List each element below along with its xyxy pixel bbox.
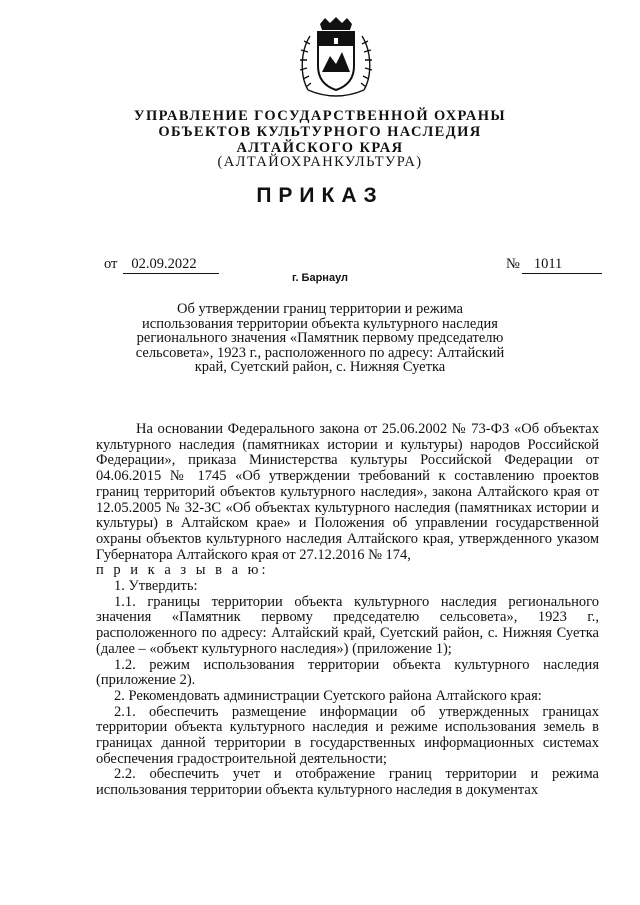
number-value: 1011 <box>522 256 602 274</box>
number-prefix: № <box>506 256 520 272</box>
org-name-line-3: АЛТАЙСКОГО КРАЯ <box>236 140 404 156</box>
org-name-line-1: УПРАВЛЕНИЕ ГОСУДАРСТВЕННОЙ ОХРАНЫ <box>133 108 507 124</box>
preamble-paragraph: На основании Федерального закона от 25.06.2002 № 73-ФЗ «Об объектах культурного наследия (памятниках истории и культуры) народов Российской Федерации», приказа Министерства культуры Российской Федерации от 04.06.2015 № 1745 «Об утверждении требований к составлению проектов границ территорий объектов культурного наследия», закона Алтайского края от 12.05.2005 № 32-ЗС «Об объектах культурного наследия (памятниках истории и культуры) в Алтайском крае» и Положения об управлении государственной охраны объектов культурного наследия Алтайского края, утвержденного указом Губернатора Алтайского края от 27.12.2016 № 174, <box>96 421 599 563</box>
clause-1-1: 1.1. границы территории объекта культурного наследия регионального значения «Памятник первому председателю сельсовета», 1923 г., расположенного по адресу: Алтайский край, Суетский район, с. Нижняя Суетка (далее – «объект культурного наследия») (приложение 1); <box>96 593 599 657</box>
date-value: 02.09.2022 <box>123 256 218 274</box>
clause-1: 1. Утвердить: <box>114 578 198 595</box>
clause-2: 2. Рекомендовать администрации Суетского района Алтайского края: <box>114 687 542 704</box>
order-subject: Об утверждении границ территории и режима использования территории объекта культурного наследия регионального значения «Памятник первому председателю сельсовета», 1923 г., расположенного по адресу: Алтайский край, Суетский район, с. Нижняя Суетка <box>135 301 505 375</box>
coat-of-arms-emblem <box>298 16 374 102</box>
clause-1-2: 1.2. режим использования территории объекта культурного наследия (приложение 2). <box>96 656 599 689</box>
order-word: п р и к а з ы в а ю: <box>96 562 269 579</box>
document-title: ПРИКАЗ <box>256 184 384 207</box>
org-name-line-2: ОБЪЕКТОВ КУЛЬТУРНОГО НАСЛЕДИЯ <box>158 124 482 140</box>
clause-2-1: 2.1. обеспечить размещение информации об утвержденных границах территории объекта культурного наследия и режиме использования земель в границах данной территории в государственных информационных системах обеспечения градостроительной деятельности; <box>96 703 599 767</box>
city: г. Барнаул <box>291 272 349 284</box>
date-prefix: от <box>104 256 118 272</box>
order-body <box>96 422 599 799</box>
org-short-name: (АЛТАЙОХРАНКУЛЬТУРА) <box>217 154 423 170</box>
clause-2-2: 2.2. обеспечить учет и отображение границ территории и режима использования территории объекта культурного наследия в документах <box>96 766 599 799</box>
